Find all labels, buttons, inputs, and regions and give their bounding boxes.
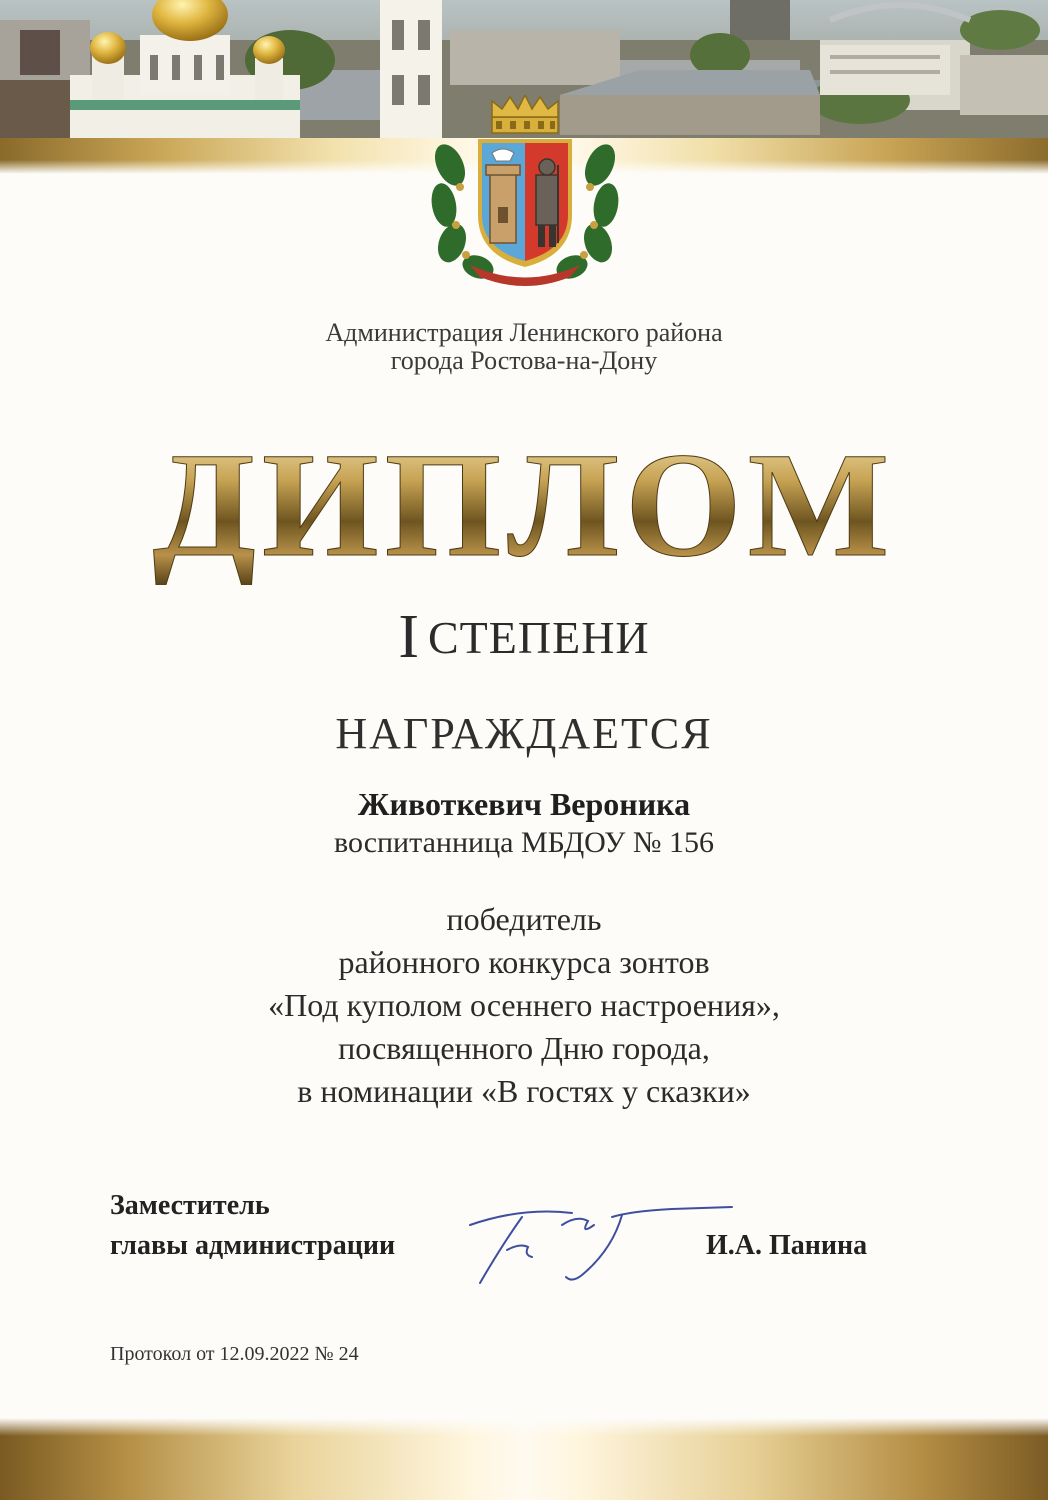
awarded-heading: НАГРАЖДАЕТСЯ xyxy=(335,709,713,758)
award-description-line: районного конкурса зонтов xyxy=(338,944,710,980)
diploma-title xyxy=(0,425,1048,585)
signer-title-line-2: главы администрации xyxy=(110,1230,396,1261)
issuer-line-1: Администрация Ленинского района xyxy=(325,318,723,347)
gold-ribbon-bottom xyxy=(0,1418,1048,1500)
recipient-name: Животкевич Вероника xyxy=(357,786,691,822)
degree-roman-numeral: I xyxy=(398,603,420,671)
award-description-line: «Под куполом осеннего настроения», xyxy=(268,987,780,1023)
protocol-note: Протокол от 12.09.2022 № 24 xyxy=(110,1343,359,1365)
rostov-coat-of-arms-emblem xyxy=(430,95,620,290)
recipient-role: воспитанница МБДОУ № 156 xyxy=(333,826,715,859)
signer-title-line-1: Заместитель xyxy=(110,1190,270,1221)
issuer-line-2: города Ростова-на-Дону xyxy=(390,346,658,375)
diploma-title-text: ДИПЛОМ xyxy=(152,425,896,585)
award-description-line: в номинации «В гостях у сказки» xyxy=(297,1073,751,1109)
degree-line xyxy=(0,602,1048,673)
award-description-line: посвященного Дню города, xyxy=(338,1030,710,1066)
award-description-line: победитель xyxy=(446,901,602,937)
signer-name: И.А. Панина xyxy=(706,1230,868,1261)
degree-word: СТЕПЕНИ xyxy=(428,612,650,663)
